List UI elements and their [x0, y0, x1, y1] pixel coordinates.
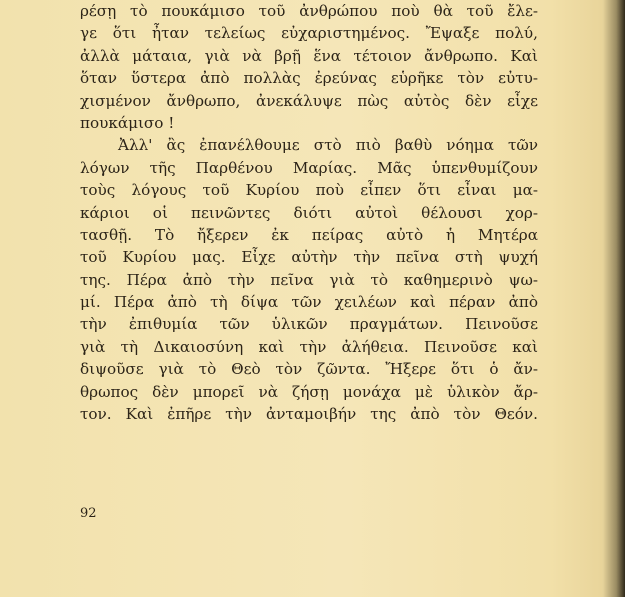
page-text: [80, 0, 538, 425]
text-line-8: λόγων τῆς Παρθένου Μαρίας. Μᾶς ὑπενθυμίζουν: [80, 158, 538, 177]
text-line-2: γε ὅτι ἦταν τελείως εὐχαριστημένος. Ἔψαξε πολύ,: [80, 24, 538, 43]
page-number: 92: [80, 506, 97, 521]
text-line-1: ρέσῃ τὸ πουκάμισο τοῦ ἀνθρώπου ποὺ θὰ τοῦ ἔλε-: [80, 2, 538, 20]
text-line-3: ἀλλὰ μάταια, γιὰ νὰ βρῇ ἕνα τέτοιον ἄνθρωπο. Καὶ: [80, 46, 538, 65]
text-line-15: τὴν ἐπιθυμία τῶν ὑλικῶν πραγμάτων. Πεινοῦσε: [80, 315, 538, 334]
text-line-10: κάριοι οἱ πεινῶντες διότι αὐτοὶ θέλουσι χορ-: [80, 203, 538, 222]
text-line-14: μί. Πέρα ἀπὸ τὴ δίψα τῶν χειλέων καὶ πέραν ἀπὸ: [80, 293, 538, 312]
text-line-4: ὅταν ὕστερα ἀπὸ πολλὰς ἐρεύνας εὑρῆκε τὸν εὐτυ-: [80, 69, 538, 88]
text-line-13: της. Πέρα ἀπὸ τὴν πεῖνα γιὰ τὸ καθημερινὸ ψω-: [80, 270, 538, 289]
book-spine-shadow: [603, 0, 625, 597]
text-line-5: χισμένον ἄνθρωπο, ἀνεκάλυψε πὼς αὐτὸς δὲν εἶχε: [80, 91, 538, 110]
text-line-17: διψοῦσε γιὰ τὸ Θεὸ τὸν ζῶντα. Ἤξερε ὅτι ὁ ἄν-: [80, 360, 538, 379]
text-line-16: γιὰ τὴ Δικαιοσύνη καὶ τὴν ἀλήθεια. Πεινοῦσε καὶ: [80, 337, 538, 356]
text-line-18: θρωπος δὲν μπορεῖ νὰ ζήσῃ μονάχα μὲ ὑλικὸν ἄρ-: [80, 382, 538, 401]
text-line-11: τασθῇ. Τὸ ἤξερεν ἐκ πείρας αὐτὸ ἡ Μητέρα: [80, 225, 538, 244]
text-line-6: πουκάμισο !: [80, 113, 175, 132]
text-line-12: τοῦ Κυρίου μας. Εἶχε αὐτὴν τὴν πεῖνα στὴ ψυχή: [80, 248, 538, 267]
text-line-9: τοὺς λόγους τοῦ Κυρίου ποὺ εἶπεν ὅτι εἶναι μα-: [80, 181, 538, 200]
text-line-19: τον. Καὶ ἐπῆρε τὴν ἀνταμοιβήν της ἀπὸ τὸν Θεόν.: [80, 405, 538, 424]
text-line-7: Ἀλλ' ἂς ἐπανέλθουμε στὸ πιὸ βαθὺ νόημα τῶν: [118, 136, 538, 155]
